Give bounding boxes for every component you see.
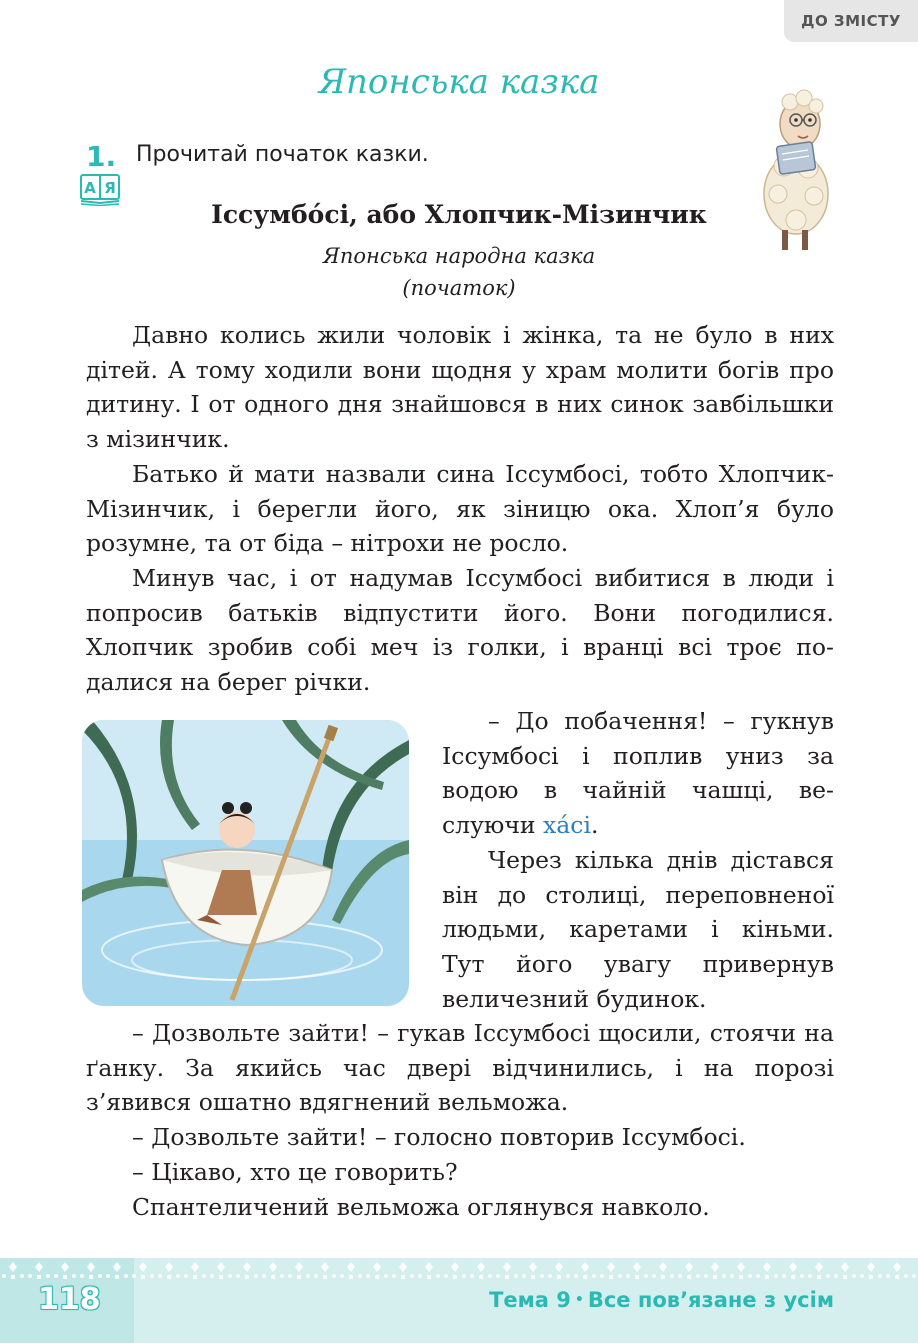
ornament-pattern-icon	[0, 1258, 918, 1284]
story-paragraph: Спантеличений вельможа оглянувся навколо.	[132, 1192, 710, 1221]
toc-button[interactable]: ДО ЗМІСТУ	[784, 0, 918, 42]
story-text-span: .	[591, 811, 599, 840]
gloss-word-link[interactable]: ха́сі	[543, 811, 591, 840]
footer-topic-title: Все пов’язане з усім	[587, 1288, 834, 1312]
story-text-block-2	[442, 704, 834, 1016]
svg-text:А: А	[84, 179, 96, 197]
story-paragraph: Через кілька днів дістався він до столиці, переповненої людьми, каретами і кіньми. Тут його увагу привернув величезний будинок.	[442, 845, 834, 1013]
story-text-block-1	[86, 318, 834, 700]
footer-topic	[489, 1288, 834, 1312]
story-part: (початок)	[402, 276, 516, 300]
story-title: Іссумбо́сі, або Хлопчик-Мізинчик	[211, 200, 707, 229]
story-paragraph	[442, 704, 834, 843]
story-paragraph: Давно колись жили чоловік і жінка, та не було в них дітей. А тому ходили вони щодня у храм молити богів про дитину. І от одного дня знайшовся в них синок завбільшки з мізинчик.	[86, 321, 834, 454]
story-paragraph: – Дозвольте зайти! – гукав Іссумбосі щосили, стоячи на ґанку. За якийсь час двері відчинились, і на порозі з’явився ошатно вдягнений вельможа.	[86, 1019, 834, 1117]
footer-bullet: •	[574, 1292, 584, 1308]
story-paragraph: Минув час, і от надумав Іссумбосі вибитися в люди і попросив батьків відпустити його. Вони погодилися. Хлопчик зробив собі меч із голки, і вранці всі троє подалися на берег річки.	[86, 563, 834, 697]
svg-text:Я: Я	[104, 179, 116, 197]
story-text-block-3	[86, 1016, 834, 1224]
story-paragraph: Батько й мати назвали сина Іссумбосі, тобто Хлопчик-Мізинчик, і берегли його, як зіницю ока. Хлоп’я було розумне, та от біда – нітрохи не росло.	[86, 459, 834, 558]
story-genre: Японська народна казка	[322, 244, 596, 268]
footer-topic-number: Тема 9	[489, 1288, 571, 1312]
story-text-span: – До побачення! – гукнув Іссумбосі і поплив униз за водою в чайній чашці, веслуючи	[442, 707, 834, 840]
page-number: 118	[38, 1282, 101, 1317]
task-number: 1.	[86, 140, 117, 173]
page-title: Японська казка	[318, 62, 600, 102]
story-paragraph: – Цікаво, хто це говорить?	[132, 1157, 458, 1186]
task-instruction: Прочитай початок казки.	[136, 142, 429, 167]
boy-in-cup-illustration	[82, 720, 409, 1006]
story-paragraph: – Дозвольте зайти! – голосно повторив Іссумбосі.	[132, 1123, 746, 1152]
